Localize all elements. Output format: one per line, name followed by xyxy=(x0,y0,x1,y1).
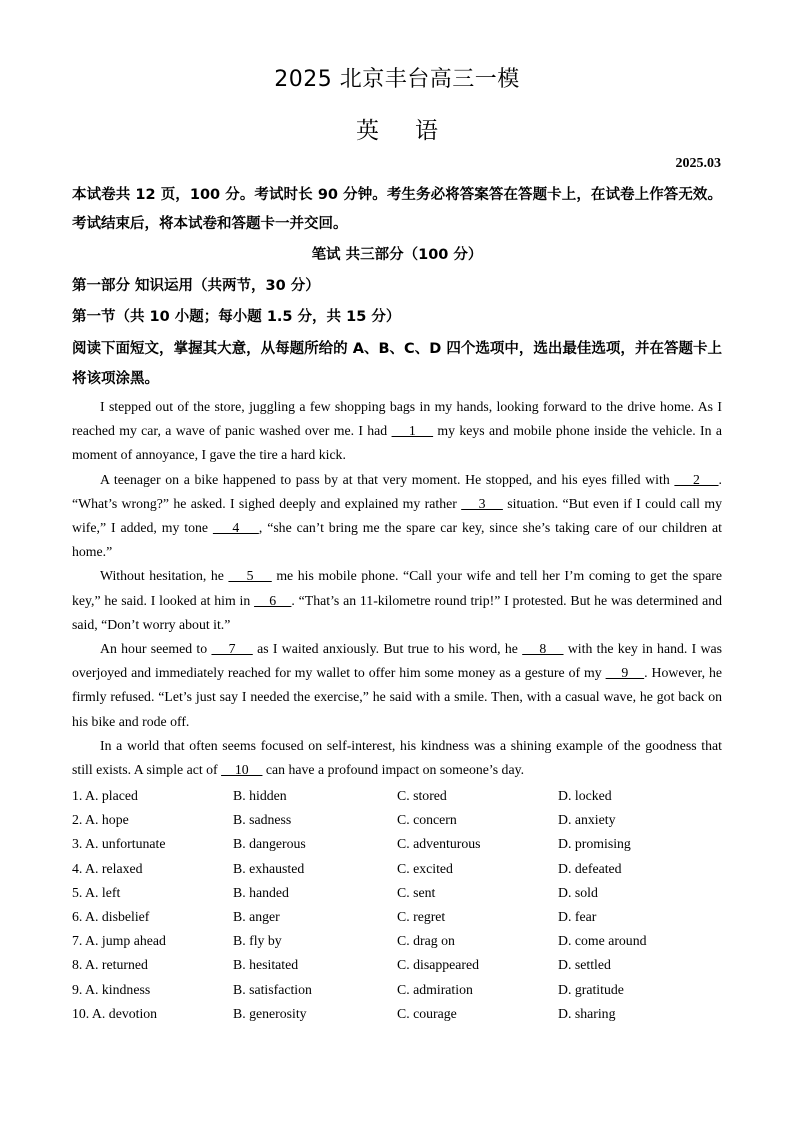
option-b: B. dangerous xyxy=(233,836,306,852)
option-row xyxy=(72,857,722,881)
option-a: 4. A. relaxed xyxy=(72,860,143,876)
option-row xyxy=(72,832,722,856)
option-row xyxy=(72,905,722,929)
paragraph xyxy=(72,637,722,734)
blank-5: 5 xyxy=(228,568,272,584)
option-b: B. anger xyxy=(233,908,280,924)
option-b: B. handed xyxy=(233,884,289,900)
blank-3: 3 xyxy=(461,495,503,511)
option-b: B. sadness xyxy=(233,812,292,828)
subject-title xyxy=(0,112,794,145)
passage-text: , “she can’t bring me the spare car key, since she’s taking care of our children at home.” xyxy=(72,520,722,560)
option-c: C. concern xyxy=(397,812,457,828)
passage-text: An hour seemed to xyxy=(100,641,212,657)
passage-text: In a world that often seems focused on self-interest, his kindness was a shining example of the goodness that still exists. A simple act of xyxy=(72,737,722,778)
blank-9: 9 xyxy=(605,665,645,681)
option-a: 6. A. disbelief xyxy=(72,908,150,924)
answer-options xyxy=(72,784,722,1026)
option-d: D. sharing xyxy=(558,1005,616,1021)
option-row xyxy=(72,953,722,977)
option-a: 3. A. unfortunate xyxy=(72,836,166,852)
option-d: D. locked xyxy=(558,788,612,803)
option-c: C. stored xyxy=(397,788,447,803)
option-b: B. hidden xyxy=(233,788,287,803)
passage-text: situation. “But even if I could call my wife,” I added, my tone xyxy=(72,495,722,536)
passage-text: as I waited anxiously. But true to his word, he xyxy=(252,641,523,657)
section-heading: 笔试 共三部分（100 分） xyxy=(311,247,483,263)
option-d: D. anxiety xyxy=(558,812,616,828)
option-c: C. excited xyxy=(397,860,453,876)
option-row xyxy=(72,784,722,808)
option-row xyxy=(72,978,722,1002)
passage-text: A teenager on a bike happened to pass by at that very moment. He stopped, and his eyes filled with xyxy=(100,471,675,487)
blank-4: 4 xyxy=(212,520,259,536)
passage-text: my keys and mobile phone inside the vehicle. In a moment of annoyance, I gave the tire a hard kick. xyxy=(72,423,722,463)
option-d: D. come around xyxy=(558,933,647,949)
option-a: 7. A. jump ahead xyxy=(72,933,166,949)
blank-6: 6 xyxy=(254,592,292,608)
passage-text: can have a profound impact on someone’s day. xyxy=(262,762,525,778)
option-a: 5. A. left xyxy=(72,884,121,900)
option-b: B. fly by xyxy=(233,933,282,949)
option-d: D. defeated xyxy=(558,860,622,876)
exam-date: 2025.03 xyxy=(675,156,721,171)
option-a: 1. A. placed xyxy=(72,788,138,803)
blank-2: 2 xyxy=(674,471,719,487)
subject-char-1: 英 xyxy=(356,118,379,144)
option-c: C. drag on xyxy=(397,933,455,949)
blank-7: 7 xyxy=(211,641,253,657)
option-c: C. regret xyxy=(397,908,446,924)
option-row xyxy=(72,808,722,832)
option-c: C. admiration xyxy=(397,981,473,997)
paragraph xyxy=(72,468,722,565)
option-b: B. generosity xyxy=(233,1005,307,1021)
passage-text: me his mobile phone. “Call your wife and tell her I’m coming to get the spare key,” he said. I looked at him in xyxy=(72,568,722,608)
option-c: C. disappeared xyxy=(397,957,479,973)
option-a: 9. A. kindness xyxy=(72,981,151,997)
paragraph xyxy=(72,734,722,782)
option-a: 8. A. returned xyxy=(72,957,148,973)
passage-text: I stepped out of the store, juggling a few shopping bags in my hands, looking forward to the drive home. As I reached my car, a wave of panic washed over me. I had xyxy=(72,399,722,439)
option-d: D. fear xyxy=(558,908,597,924)
option-d: D. sold xyxy=(558,884,598,900)
blank-10: 10 xyxy=(221,762,263,778)
option-a: 10. A. devotion xyxy=(72,1005,158,1021)
passage-text: Without hesitation, he xyxy=(100,568,229,584)
option-row xyxy=(72,881,722,905)
exam-intro: 本试卷共 12 页，100 分。考试时长 90 分钟。考生务必将答案答在答题卡上，在试卷上作答无效。考试结束后，将本试卷和答题卡一并交回。 xyxy=(72,187,722,232)
option-row xyxy=(72,1002,722,1026)
option-c: C. adventurous xyxy=(397,836,481,852)
option-b: B. exhausted xyxy=(233,860,305,876)
instructions: 阅读下面短文，掌握其大意，从每题所给的 A、B、C、D 四个选项中，选出最佳选项，并在答题卡上将该项涂黑。 xyxy=(72,341,722,387)
option-d: D. promising xyxy=(558,836,631,852)
paragraph xyxy=(72,564,722,637)
passage-text: . “What’s wrong?” he asked. I sighed deeply and explained my rather xyxy=(72,471,722,511)
part-one-heading: 第一部分 知识运用（共两节，30 分） xyxy=(72,278,320,294)
blank-8: 8 xyxy=(522,641,564,657)
passage-text: with the key in hand. I was overjoyed and immediately reached for my wallet to offer him some money as a gesture of my xyxy=(72,641,722,681)
option-b: B. satisfaction xyxy=(233,981,312,997)
option-c: C. sent xyxy=(397,884,436,900)
section-one-heading: 第一节（共 10 小题；每小题 1.5 分，共 15 分） xyxy=(72,309,401,325)
option-b: B. hesitated xyxy=(233,957,299,973)
paragraph xyxy=(72,395,722,468)
option-row xyxy=(72,929,722,953)
option-d: D. gratitude xyxy=(558,981,624,997)
passage-text: . “That’s an 11-kilometre round trip!” I protested. But he was determined and said, “Don’t worry about it.” xyxy=(72,592,722,632)
cloze-passage xyxy=(72,395,722,782)
passage-text: . However, he firmly refused. “Let’s just say I needed the exercise,” he said with a smile. Then, with a casual wave, he got back on his bike and rode off. xyxy=(72,665,722,729)
exam-title: 2025 北京丰台高三一模 xyxy=(274,67,520,92)
blank-1: 1 xyxy=(391,423,434,439)
option-a: 2. A. hope xyxy=(72,812,129,828)
subject-char-2: 语 xyxy=(415,118,438,144)
option-c: C. courage xyxy=(397,1005,457,1021)
option-d: D. settled xyxy=(558,957,611,973)
